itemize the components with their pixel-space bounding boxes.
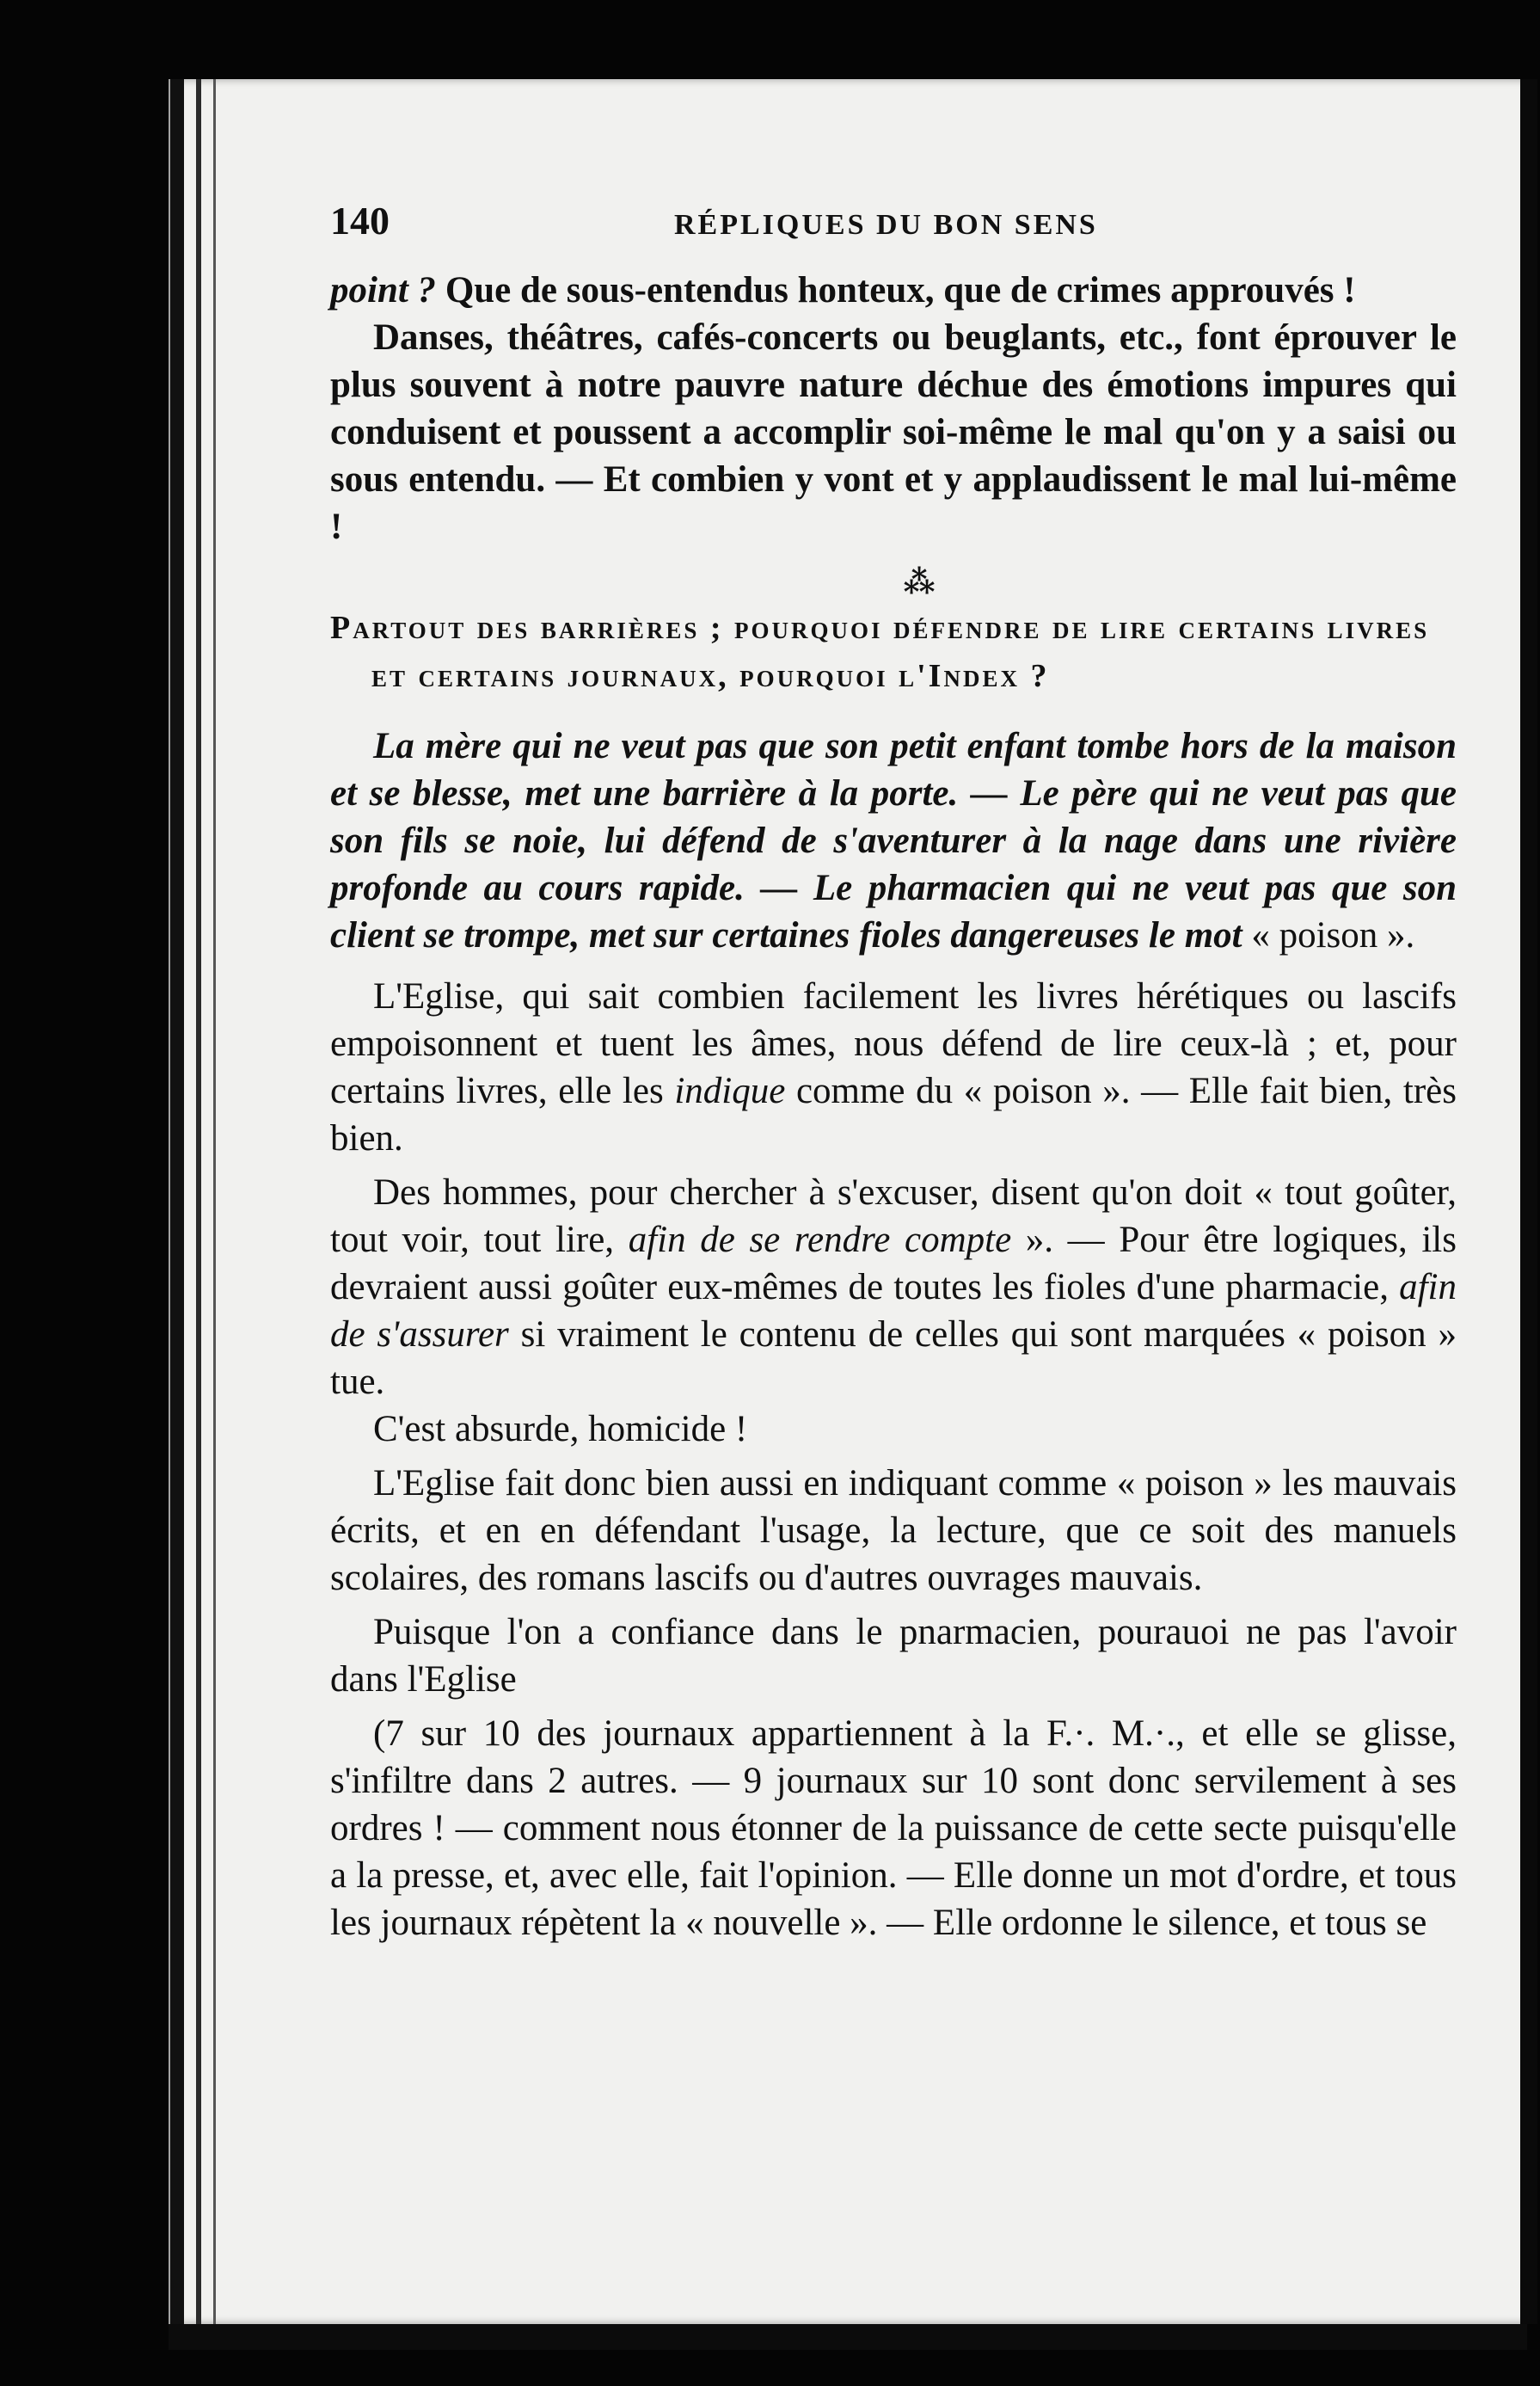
binding-shadow (170, 79, 184, 2324)
paragraph-9: (7 sur 10 des journaux appartiennent à la F.·. M.·., et elle se glisse, s'infiltre dans 2 autres. — 9 journaux sur 10 sont donc servilement à ses ordres ! — comment nous étonner de la puissance de cette secte puisqu'elle a la presse, et, avec elle, fait l'opinion. — Elle donne un mot d'ordre, et tous les journaux répètent la « nouvelle ». — Elle ordonne le silence, et tous se (330, 1713, 1457, 1943)
paragraph-4-text-a: L'Eglise, qui sait combien facilement les livres hérétiques ou lascifs empoisonnent et tuent les âmes, nous défend de lire ceux-là ; et, pour certains livres, elle les (330, 976, 1457, 1111)
binding-line-thin (213, 79, 216, 2324)
paragraph-4 (330, 973, 1457, 1162)
paragraph-4-text-b: comme du « poison ». — Elle fait bien, très bien. (330, 1071, 1457, 1159)
paragraph-3 (330, 723, 1457, 959)
running-head (330, 198, 1457, 267)
paragraph-5-italic-1: afin de se rendre compte (628, 1220, 1012, 1260)
paragraph-3-italic: La mère qui ne veut pas que son petit enfant tombe hors de la maison et se blesse, met une barrière à la porte. — Le père qui ne veut pas que son fils se noie, lui défend de s'aventurer à la nage dans une rivière profonde au cours rapide. — Le pharmacien qui ne veut pas que son client se trompe, met sur certaines fioles dangereuses le mot (330, 726, 1457, 956)
page-right-edge (1520, 79, 1537, 2324)
paragraph-8: Puisque l'on a confiance dans le pnarmacien, pourauoi ne pas l'avoir dans l'Eglise (330, 1612, 1457, 1700)
paragraph-7: L'Eglise fait donc bien aussi en indiquant comme « poison » les mauvais écrits, et en en défendant l'usage, la lecture, que ce soit des manuels scolaires, des romans lascifs ou d'autres ouvrages mauvais. (330, 1463, 1457, 1598)
paragraph-1 (330, 267, 1457, 314)
paragraph-2: Danses, théâtres, cafés-concerts ou beuglants, etc., font éprouver le plus souvent à notre pauvre nature déchue des émotions impures qui conduisent et poussent a accomplir soi-même le mal qu'on y a saisi ou sous entendu. — Et combien y vont et y applaudissent le mal lui-même ! (330, 317, 1457, 547)
paragraph-5-text-a: Des hommes, pour chercher à s'excuser, disent qu'on doit « tout goûter, tout voir, tout lire, (330, 1172, 1457, 1260)
binding-line (196, 79, 201, 2324)
paragraph-1-italic: point ? (330, 270, 437, 311)
running-title: RÉPLIQUES DU BON SENS (674, 209, 1098, 241)
asterism: ⁂ (903, 565, 936, 600)
page-text (330, 198, 1457, 1946)
paragraph-4-italic: indique (674, 1071, 786, 1111)
page-bottom-edge (169, 2324, 1527, 2350)
paragraph-6: C'est absurde, homicide ! (373, 1409, 748, 1449)
page-number: 140 (330, 199, 390, 243)
section-heading: Partout des barrières ; pourquoi défendre de lire certains livres et certains journaux, pourquoi l'Index ? (330, 610, 1430, 694)
paragraph-3-roman: « poison ». (1242, 915, 1415, 956)
paragraph-1-text: Que de sous-entendus honteux, que de crimes approuvés ! (436, 270, 1356, 311)
paragraph-5-italic-2: afin de s'assurer (330, 1267, 1457, 1355)
paragraph-5-text-c: si vraiment le contenu de celles qui sont marquées « poison » tue. (330, 1314, 1457, 1402)
paragraph-5 (330, 1169, 1457, 1405)
paragraph-5-text-b: ». — Pour être logiques, ils devraient aussi goûter eux-mêmes de toutes les fioles d'une pharmacie, (330, 1220, 1457, 1307)
